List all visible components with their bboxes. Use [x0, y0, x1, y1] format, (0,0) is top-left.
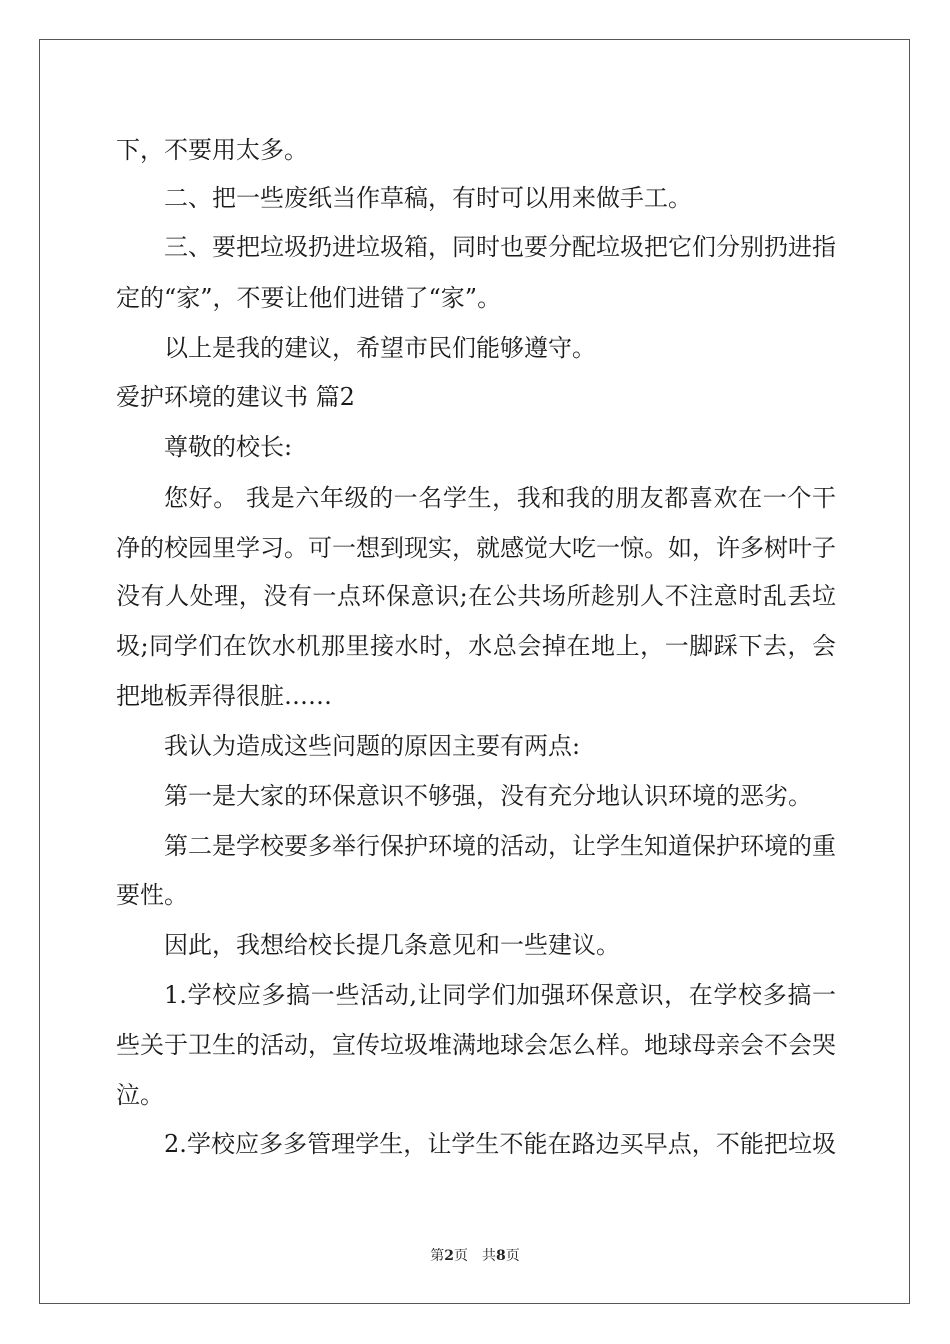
text-line-7: 尊敬的校长:: [164, 433, 293, 461]
page-footer: [0, 1245, 950, 1265]
text-line-16: 要性。: [116, 881, 188, 909]
text-line-15: 第二是学校要多举行保护环境的活动，让学生知道保护环境的重: [164, 832, 836, 860]
text-line-12: 把地板弄得很脏……: [116, 682, 332, 710]
footer-page-current: 2: [444, 1248, 454, 1264]
footer-total-prefix: 共: [482, 1248, 496, 1264]
text-line-13: 我认为造成这些问题的原因主要有两点:: [164, 732, 581, 760]
text-line-9: 净的校园里学习。可一想到现实，就感觉大吃一惊。如，许多树叶子: [116, 534, 836, 562]
text-line-10: 没有人处理，没有一点环保意识;在公共场所趁别人不注意时乱丢垃: [116, 582, 836, 610]
text-line-8: 您好。 我是六年级的一名学生，我和我的朋友都喜欢在一个干: [164, 484, 836, 512]
section-heading: 爱护环境的建议书 篇2: [116, 383, 355, 411]
footer-total-suffix: 页: [505, 1248, 520, 1264]
text-line-21: 2.学校应多多管理学生，让学生不能在路边买早点，不能把垃圾: [164, 1130, 836, 1158]
footer-page-total: 8: [496, 1248, 506, 1264]
text-line-2: 二、把一些废纸当作草稿，有时可以用来做手工。: [164, 184, 692, 212]
text-line-5: 以上是我的建议，希望市民们能够遵守。: [164, 334, 596, 362]
text-line-11: 圾;同学们在饮水机那里接水时，水总会掉在地上，一脚踩下去，会: [116, 632, 836, 660]
text-line-20: 泣。: [116, 1081, 164, 1109]
footer-page-prefix: 第: [430, 1248, 445, 1264]
text-line-3: 三、要把垃圾扔进垃圾箱，同时也要分配垃圾把它们分别扔进指: [164, 233, 836, 261]
text-line-17: 因此，我想给校长提几条意见和一些建议。: [164, 931, 620, 959]
text-line-4: 定的“家”，不要让他们进错了“家”。: [116, 284, 502, 312]
text-line-19: 些关于卫生的活动，宣传垃圾堆满地球会怎么样。地球母亲会不会哭: [116, 1031, 836, 1059]
text-line-14: 第一是大家的环保意识不够强，没有充分地认识环境的恶劣。: [164, 782, 812, 810]
text-line-18: 1.学校应多搞一些活动,让同学们加强环保意识，在学校多搞一: [164, 981, 836, 1009]
footer-page-suffix: 页: [454, 1248, 468, 1264]
text-line-1: 下，不要用太多。: [116, 136, 308, 164]
